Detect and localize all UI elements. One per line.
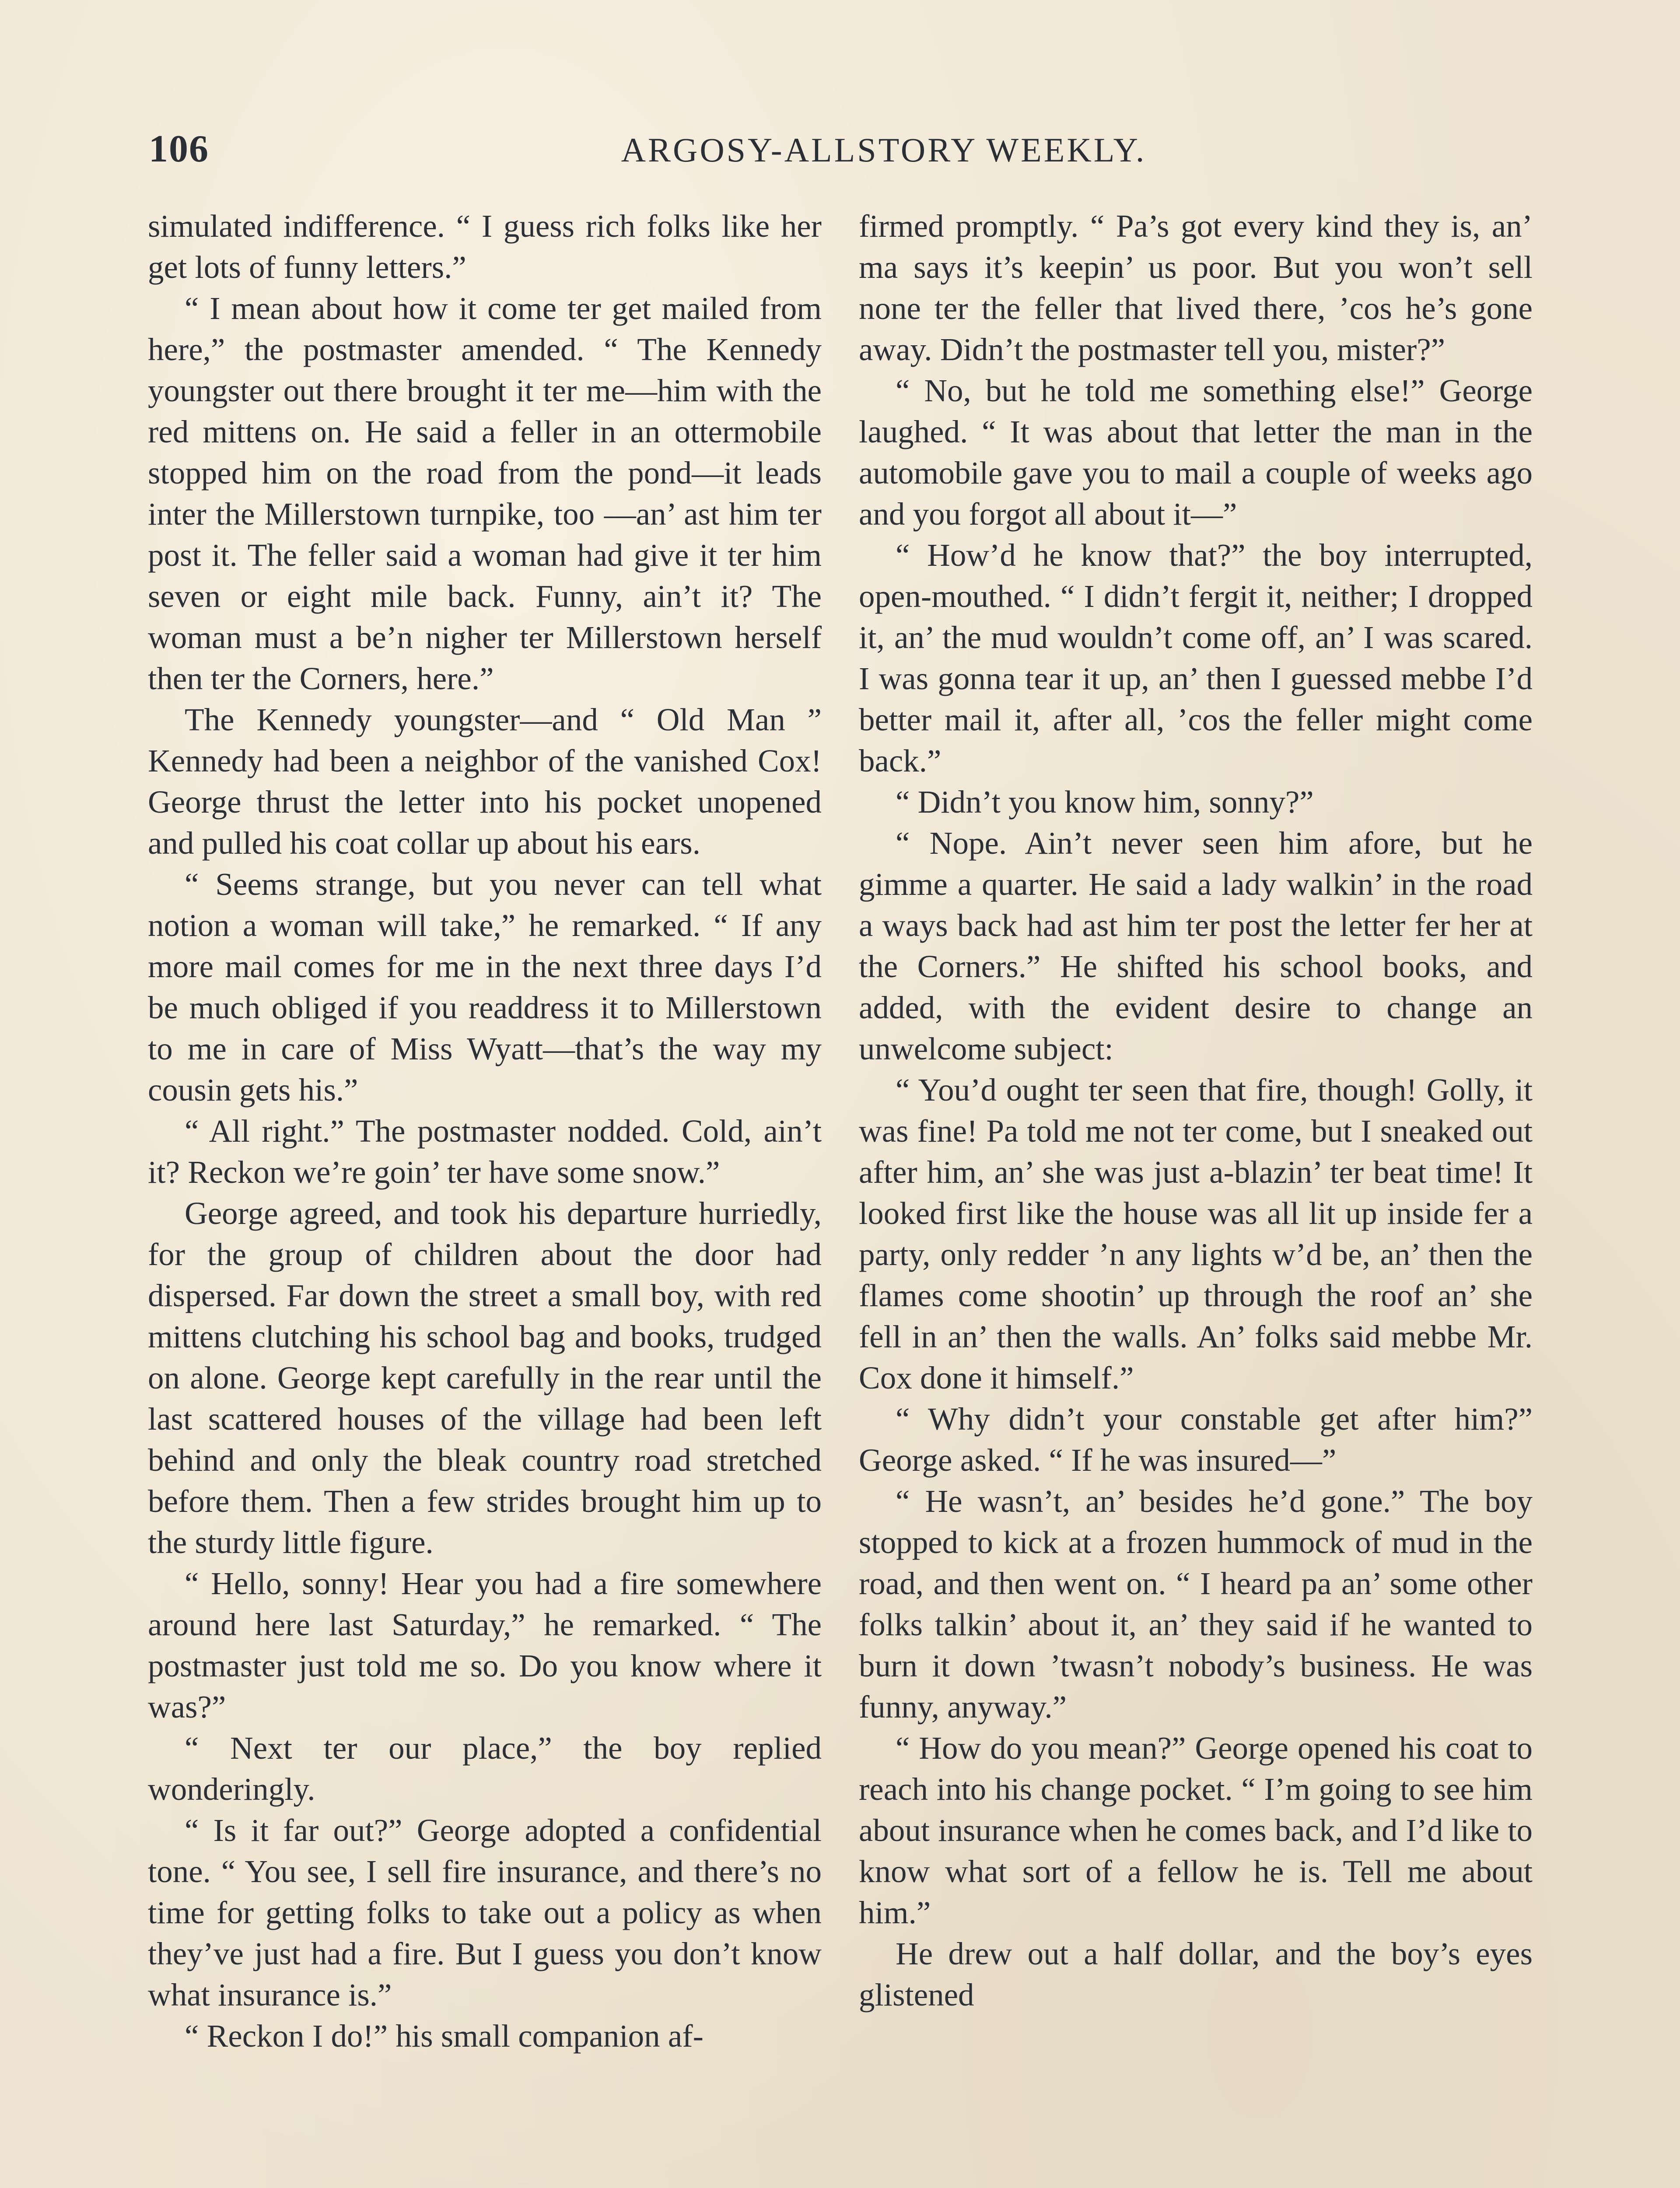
- paragraph: George agreed, and took his departure hurriedly, for the group of children about the door had dispersed. Far down the street a small boy, with red mittens clutching his school bag and books, trudged on alone. George kept carefully in the rear until the last scattered houses of the village had been left behind and only the bleak country road stretched before them. Then a few strides brought him up to the sturdy little figure.: [148, 1196, 822, 1560]
- paragraph: firmed promptly. “ Pa’s got every kind they is, an’ ma says it’s keepin’ us poor. But you won’t sell none ter the feller that lived there, ’cos he’s gone away. Didn’t the postmaster tell you, mister?”: [859, 208, 1533, 367]
- paragraph: “ All right.” The postmaster nodded. Cold, ain’t it? Reckon we’re goin’ ter have some snow.”: [148, 1113, 822, 1190]
- paragraph: “ I mean about how it come ter get mailed from here,” the postmaster amended. “ The Kennedy youngster out there brought it ter me—him with the red mittens on. He said a feller in an ottermobile stopped him on the road from the pond—it leads inter the Millerstown turnpike, too —an’ ast him ter post it. The feller said a woman had give it ter him seven or eight mile back. Funny, ain’t it? The woman must a be’n nigher ter Millerstown herself then ter the Corners, here.”: [148, 291, 822, 696]
- paragraph: He drew out a half dollar, and the boy’s eyes glistened: [859, 1936, 1533, 2013]
- paragraph: “ Reckon I do!” his small companion af-: [185, 2018, 704, 2054]
- page-number: 106: [149, 128, 209, 170]
- paragraph: “ Didn’t you know him, sonny?”: [896, 784, 1314, 820]
- page-header: [149, 127, 1566, 179]
- running-title: ARGOSY-ALLSTORY WEEKLY.: [621, 131, 1147, 169]
- paragraph: The Kennedy youngster—and “ Old Man ” Kennedy had been a neighbor of the vanished Cox! George thrust the letter into his pocket unopened and pulled his coat collar up about his ears.: [148, 702, 822, 861]
- paragraph: “ Is it far out?” George adopted a confidential tone. “ You see, I sell fire insurance, and there’s no time for getting folks to take out a policy as when they’ve just had a fire. But I guess you don’t know what insurance is.”: [148, 1813, 822, 2013]
- paragraph: “ You’d ought ter seen that fire, though! Golly, it was fine! Pa told me not ter come, but I sneaked out after him, an’ she was just a-blazin’ ter beat time! It looked first like the house was all lit up inside fer a party, only redder ’n any lights w’d be, an’ then the flames come shootin’ up through the roof an’ she fell in an’ then the walls. An’ folks said mebbe Mr. Cox done it himself.”: [859, 1072, 1533, 1396]
- paragraph: “ How do you mean?” George opened his coat to reach into his change pocket. “ I’m going to see him about insurance when he comes back, and I’d like to know what sort of a fellow he is. Tell me about him.”: [859, 1730, 1533, 1930]
- paragraph: “ He wasn’t, an’ besides he’d gone.” The boy stopped to kick at a frozen hummock of mud in the road, and then went on. “ I heard pa an’ some other folks talkin’ about it, an’ they said if he wanted to burn it down ’twasn’t nobody’s business. He was funny, anyway.”: [859, 1483, 1533, 1725]
- paragraph: “ Nope. Ain’t never seen him afore, but he gimme a quarter. He said a lady walkin’ in the road a ways back had ast him ter post the letter fer her at the Corners.” He shifted his school books, and added, with the evident desire to change an unwelcome subject:: [859, 825, 1533, 1066]
- paragraph: “ Seems strange, but you never can tell what notion a woman will take,” he remarked. “ If any more mail comes for me in the next three days I’d be much obliged if you readdress it to Millerstown to me in care of Miss Wyatt—that’s the way my cousin gets his.”: [148, 866, 822, 1108]
- paragraph: “ Next ter our place,” the boy replied wonderingly.: [148, 1730, 822, 1807]
- paragraph: “ How’d he know that?” the boy interrupted, open-mouthed. “ I didn’t fergit it, neither; I dropped it, an’ the mud wouldn’t come off, an’ I was scared. I was gonna tear it up, an’ then I guessed mebbe I’d better mail it, after all, ’cos the feller might come back.”: [859, 537, 1533, 778]
- paragraph: “ No, but he told me something else!” George laughed. “ It was about that letter the man in the automobile gave you to mail a couple of weeks ago and you forgot all about it—”: [859, 373, 1533, 532]
- left-column: [148, 206, 822, 2057]
- right-column: [859, 206, 1533, 2016]
- paragraph: “ Hello, sonny! Hear you had a fire somewhere around here last Saturday,” he remarked. “ The postmaster just told me so. Do you know where it was?”: [148, 1566, 822, 1725]
- paragraph: simulated indifference. “ I guess rich folks like her get lots of funny letters.”: [148, 208, 822, 285]
- paragraph: “ Why didn’t your constable get after him?” George asked. “ If he was insured—”: [859, 1401, 1533, 1478]
